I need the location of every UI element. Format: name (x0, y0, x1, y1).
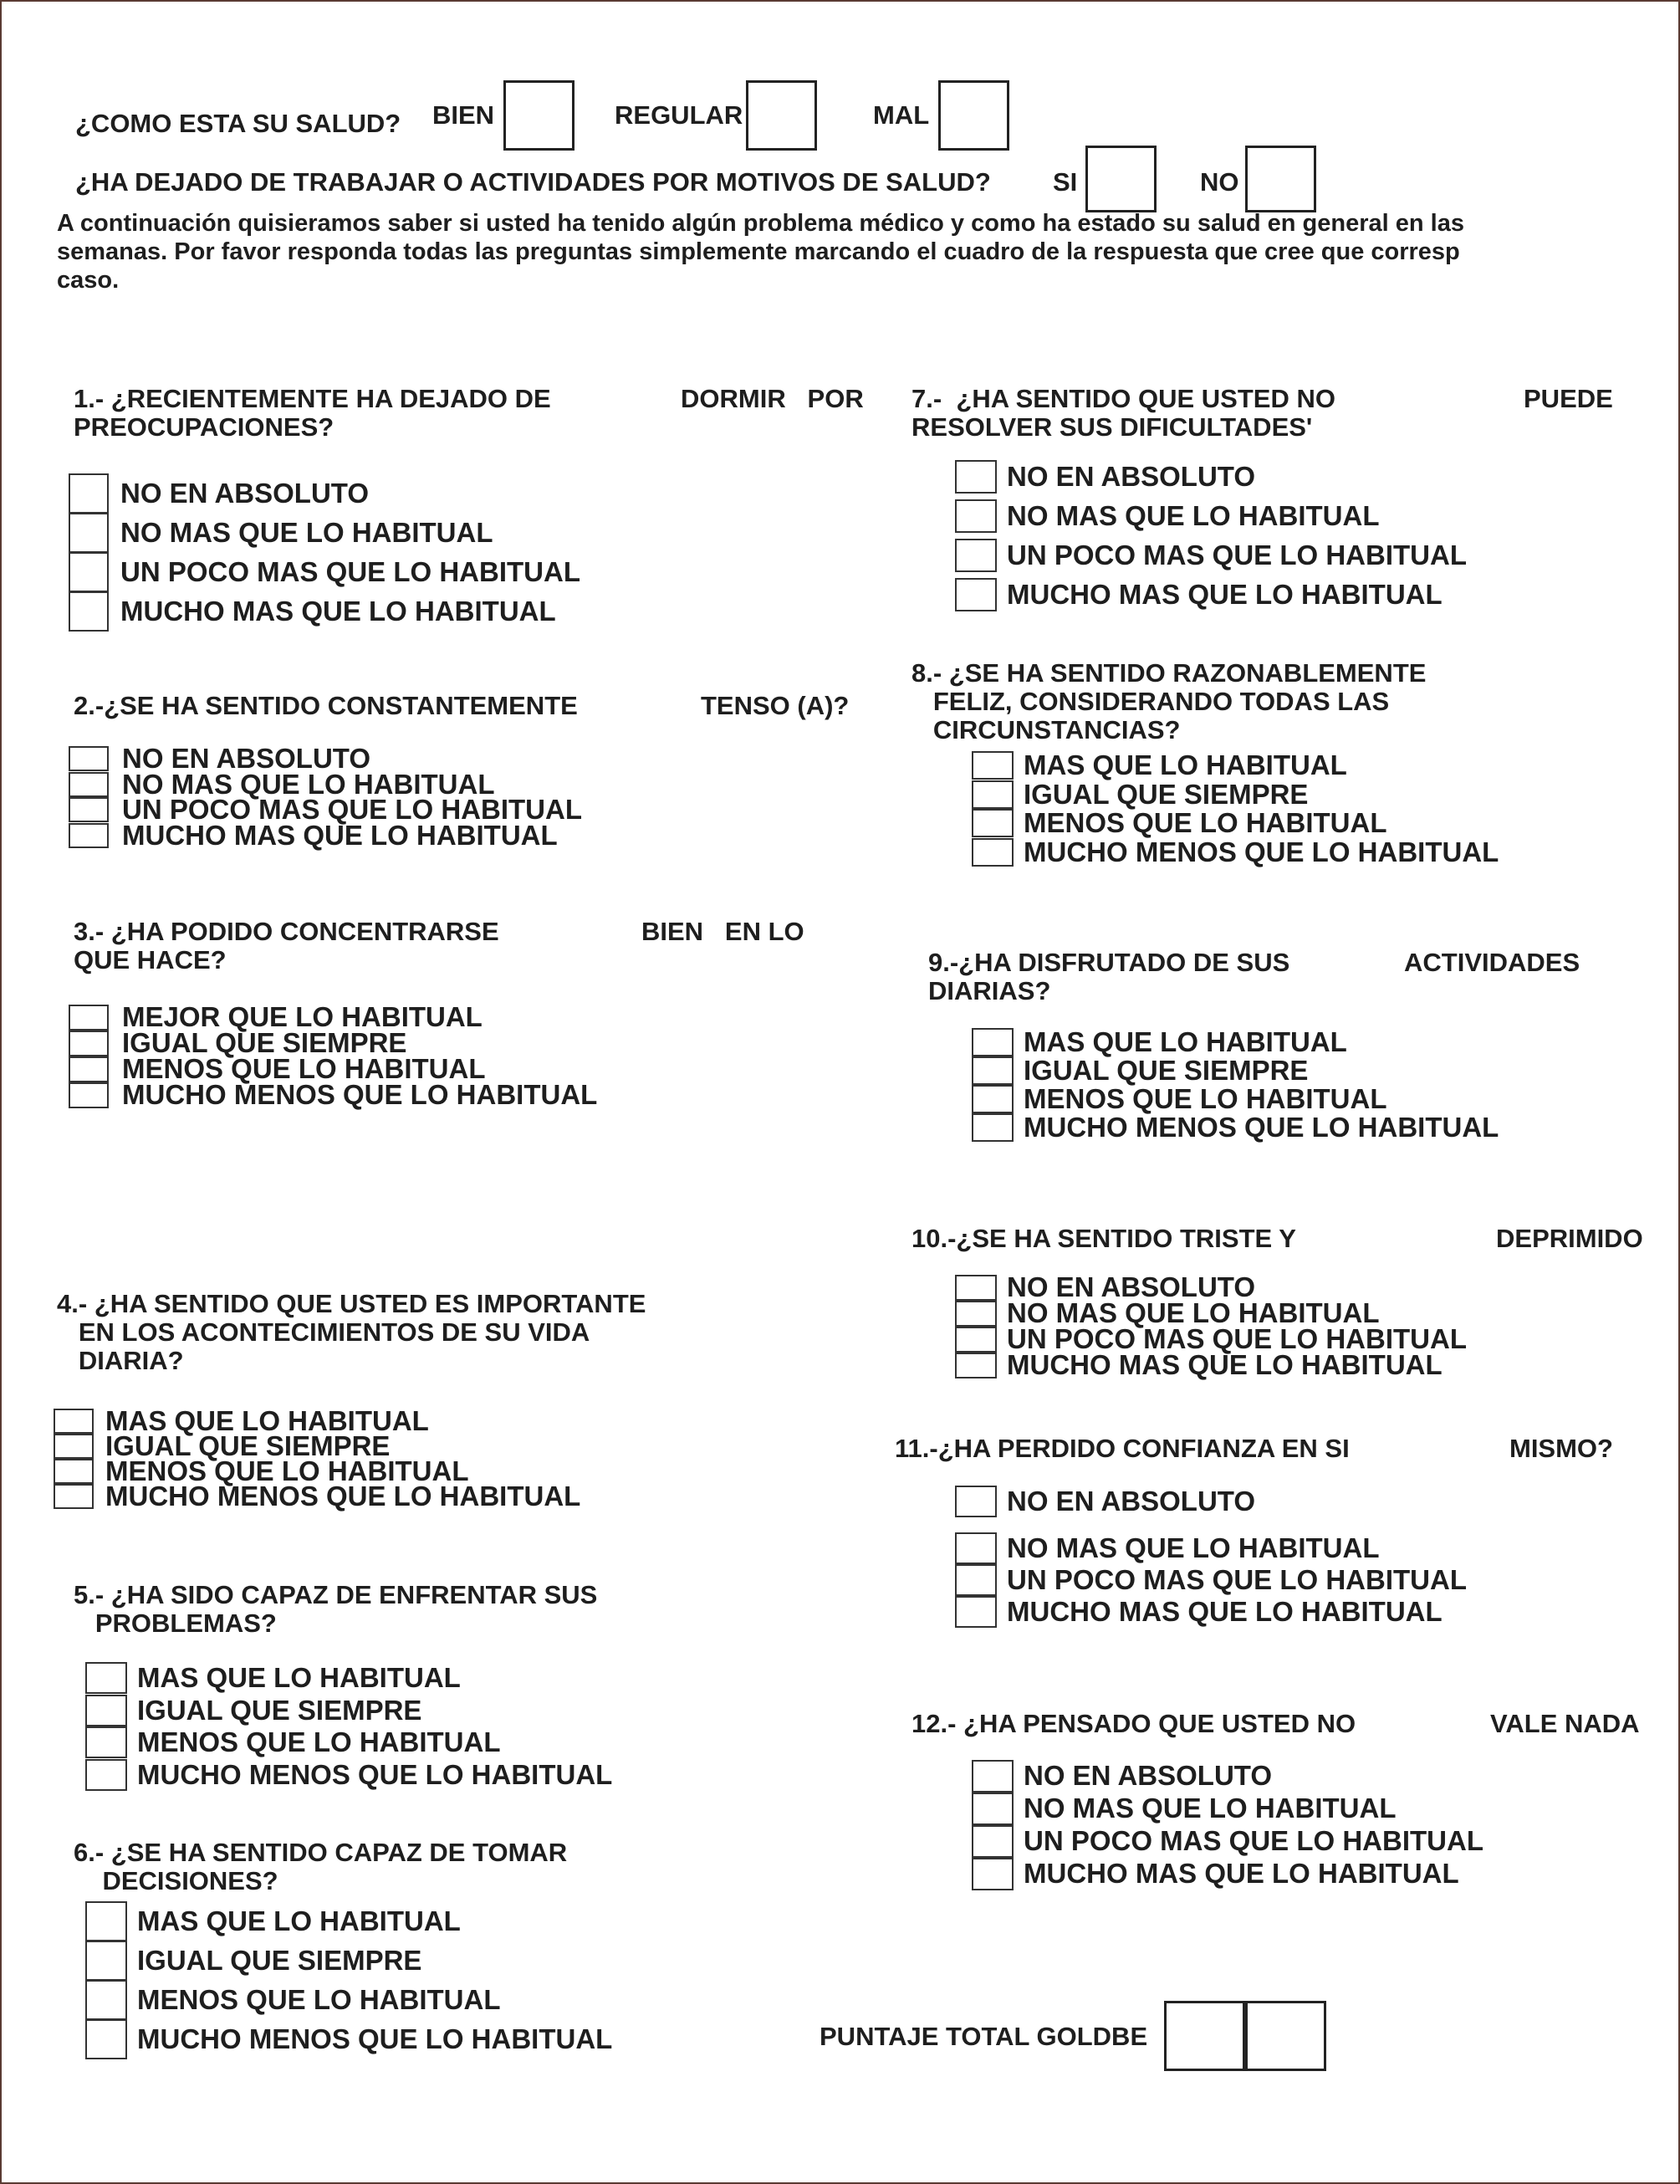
question-10-option-3-checkbox[interactable] (955, 1327, 997, 1353)
bien-checkbox[interactable] (503, 80, 574, 151)
question-5-option-4-checkbox[interactable] (85, 1759, 127, 1791)
question-7-option-2-checkbox[interactable] (955, 499, 997, 533)
question-8-text: 8.- ¿SE HA SENTIDO RAZONABLEMENTE FELIZ, CONSIDERANDO TODAS LAS CIRCUNSTANCIAS? (911, 658, 1427, 744)
question-1-tail: DORMIR POR (681, 384, 864, 413)
question-10-option-3-label: UN POCO MAS QUE LO HABITUAL (1007, 1323, 1467, 1354)
question-8-option-3-checkbox[interactable] (972, 809, 1014, 837)
question-10-option-4-checkbox[interactable] (955, 1353, 997, 1378)
question-6-option-4-label: MUCHO MENOS QUE LO HABITUAL (137, 2023, 613, 2054)
question-5-text: 5.- ¿HA SIDO CAPAZ DE ENFRENTAR SUS PROBLEMAS? (74, 1580, 598, 1638)
question-8-option-1-checkbox[interactable] (972, 751, 1014, 780)
question-7-text: 7.- ¿HA SENTIDO QUE USTED NO RESOLVER SUS DIFICULTADES' (911, 384, 1335, 442)
question-4-option-2-checkbox[interactable] (54, 1434, 94, 1459)
question-1-option-3-label: UN POCO MAS QUE LO HABITUAL (120, 556, 580, 587)
question-2-option-3-label: UN POCO MAS QUE LO HABITUAL (122, 794, 582, 825)
question-11-option-2-checkbox[interactable] (955, 1532, 997, 1564)
work-question: ¿HA DEJADO DE TRABAJAR O ACTIVIDADES POR MOTIVOS DE SALUD? (75, 167, 991, 197)
si-label: SI (1053, 167, 1078, 197)
question-3-option-3-checkbox[interactable] (69, 1056, 109, 1082)
question-6-option-4-checkbox[interactable] (85, 2019, 127, 2059)
question-10-option-4-label: MUCHO MAS QUE LO HABITUAL (1007, 1349, 1443, 1380)
question-10-option-2-checkbox[interactable] (955, 1301, 997, 1327)
question-10-tail: DEPRIMIDO (1496, 1224, 1643, 1253)
question-3-option-3-label: MENOS QUE LO HABITUAL (122, 1053, 486, 1084)
regular-label: REGULAR (615, 100, 743, 130)
question-4-option-1-label: MAS QUE LO HABITUAL (105, 1405, 429, 1436)
question-7-option-1-checkbox[interactable] (955, 460, 997, 494)
intro-line: caso. (57, 267, 120, 294)
bien-label: BIEN (432, 100, 495, 130)
question-5-option-2-checkbox[interactable] (85, 1695, 127, 1726)
question-11-option-2-label: NO MAS QUE LO HABITUAL (1007, 1532, 1380, 1563)
question-2-option-2-label: NO MAS QUE LO HABITUAL (122, 768, 495, 800)
question-11-text: 11.-¿HA PERDIDO CONFIANZA EN SI (895, 1434, 1350, 1463)
question-11-tail: MISMO? (1509, 1434, 1613, 1463)
question-1-option-4-checkbox[interactable] (69, 591, 109, 632)
question-3-option-4-label: MUCHO MENOS QUE LO HABITUAL (122, 1079, 598, 1110)
question-2-option-1-label: NO EN ABSOLUTO (122, 743, 371, 774)
question-9-option-2-checkbox[interactable] (972, 1056, 1014, 1085)
question-7-option-4-checkbox[interactable] (955, 578, 997, 611)
question-8-option-2-checkbox[interactable] (972, 780, 1014, 809)
question-6-option-2-label: IGUAL QUE SIEMPRE (137, 1945, 422, 1976)
question-9-tail: ACTIVIDADES (1404, 948, 1580, 977)
question-4-option-4-label: MUCHO MENOS QUE LO HABITUAL (105, 1481, 581, 1511)
question-4-option-4-checkbox[interactable] (54, 1484, 94, 1509)
question-11-option-1-checkbox[interactable] (955, 1486, 997, 1517)
question-4-option-2-label: IGUAL QUE SIEMPRE (105, 1430, 391, 1461)
question-7-option-1-label: NO EN ABSOLUTO (1007, 461, 1256, 492)
health-question: ¿COMO ESTA SU SALUD? (75, 109, 401, 138)
question-3-option-2-checkbox[interactable] (69, 1031, 109, 1056)
question-7-option-4-label: MUCHO MAS QUE LO HABITUAL (1007, 579, 1443, 610)
question-3-text: 3.- ¿HA PODIDO CONCENTRARSE QUE HACE? (74, 917, 499, 974)
question-1-option-1-checkbox[interactable] (69, 473, 109, 514)
question-5-option-2-label: IGUAL QUE SIEMPRE (137, 1694, 422, 1726)
question-9-option-3-label: MENOS QUE LO HABITUAL (1024, 1083, 1387, 1114)
question-8-option-2-label: IGUAL QUE SIEMPRE (1024, 778, 1309, 810)
question-12-option-3-checkbox[interactable] (972, 1825, 1014, 1858)
total-score-box-1[interactable] (1164, 2001, 1245, 2071)
question-4-option-1-checkbox[interactable] (54, 1409, 94, 1434)
question-2-option-4-label: MUCHO MAS QUE LO HABITUAL (122, 819, 558, 851)
question-12-option-1-label: NO EN ABSOLUTO (1024, 1760, 1273, 1791)
question-2-option-4-checkbox[interactable] (69, 823, 109, 848)
si-checkbox[interactable] (1085, 146, 1157, 212)
question-5-option-3-label: MENOS QUE LO HABITUAL (137, 1726, 501, 1757)
question-1-text: 1.- ¿RECIENTEMENTE HA DEJADO DE PREOCUPACIONES? (74, 384, 551, 442)
question-1-option-2-label: NO MAS QUE LO HABITUAL (120, 517, 493, 548)
question-9-option-1-checkbox[interactable] (972, 1028, 1014, 1056)
question-12-text: 12.- ¿HA PENSADO QUE USTED NO (911, 1709, 1356, 1738)
question-7-option-2-label: NO MAS QUE LO HABITUAL (1007, 500, 1380, 531)
question-5-option-1-label: MAS QUE LO HABITUAL (137, 1662, 461, 1693)
question-10-text: 10.-¿SE HA SENTIDO TRISTE Y (911, 1224, 1296, 1253)
question-2-option-2-checkbox[interactable] (69, 772, 109, 797)
question-9-text: 9.-¿HA DISFRUTADO DE SUS DIARIAS? (928, 948, 1290, 1005)
question-12-option-4-checkbox[interactable] (972, 1858, 1014, 1890)
question-6-text: 6.- ¿SE HA SENTIDO CAPAZ DE TOMAR DECISIONES? (74, 1838, 568, 1895)
question-9-option-4-checkbox[interactable] (972, 1113, 1014, 1142)
question-8-option-4-label: MUCHO MENOS QUE LO HABITUAL (1024, 836, 1499, 867)
total-score-label: PUNTAJE TOTAL GOLDBE (820, 2022, 1148, 2051)
question-3-option-2-label: IGUAL QUE SIEMPRE (122, 1027, 407, 1058)
question-9-option-4-label: MUCHO MENOS QUE LO HABITUAL (1024, 1112, 1499, 1143)
question-11-option-1-label: NO EN ABSOLUTO (1007, 1486, 1256, 1517)
question-4-option-3-checkbox[interactable] (54, 1459, 94, 1484)
mal-label: MAL (873, 100, 930, 130)
question-10-option-1-checkbox[interactable] (955, 1275, 997, 1301)
question-3-option-1-label: MEJOR QUE LO HABITUAL (122, 1001, 483, 1032)
intro-paragraph (57, 209, 1464, 294)
question-1-option-4-label: MUCHO MAS QUE LO HABITUAL (120, 596, 556, 627)
question-8-option-4-checkbox[interactable] (972, 838, 1014, 867)
question-10-option-1-label: NO EN ABSOLUTO (1007, 1271, 1256, 1302)
question-7-option-3-label: UN POCO MAS QUE LO HABITUAL (1007, 540, 1467, 570)
question-5-option-1-checkbox[interactable] (85, 1662, 127, 1694)
intro-line: A continuación quisieramos saber si usted ha tenido algún problema médico y como ha estado su salud en general en las (57, 210, 1464, 237)
question-3-option-1-checkbox[interactable] (69, 1005, 109, 1031)
question-3-option-4-checkbox[interactable] (69, 1082, 109, 1108)
question-2-tail: TENSO (A)? (701, 691, 850, 720)
question-6-option-1-checkbox[interactable] (85, 1901, 127, 1941)
question-4-option-3-label: MENOS QUE LO HABITUAL (105, 1455, 469, 1486)
question-6-option-3-label: MENOS QUE LO HABITUAL (137, 1984, 501, 2015)
question-4-text: 4.- ¿HA SENTIDO QUE USTED ES IMPORTANTE EN LOS ACONTECIMIENTOS DE SU VIDA DIARIA? (57, 1289, 646, 1375)
question-7-tail: PUEDE (1524, 384, 1613, 413)
question-5-option-4-label: MUCHO MENOS QUE LO HABITUAL (137, 1758, 613, 1790)
no-label: NO (1200, 167, 1239, 197)
question-9-option-3-checkbox[interactable] (972, 1085, 1014, 1113)
question-1-option-3-checkbox[interactable] (69, 552, 109, 592)
question-1-option-2-checkbox[interactable] (69, 513, 109, 553)
question-2-text: 2.-¿SE HA SENTIDO CONSTANTEMENTE (74, 691, 578, 720)
question-2-option-1-checkbox[interactable] (69, 746, 109, 771)
question-6-option-1-label: MAS QUE LO HABITUAL (137, 1905, 461, 1936)
intro-line: semanas. Por favor responda todas las preguntas simplemente marcando el cuadro de la respuesta que cree que corresp (57, 238, 1460, 265)
question-12-option-2-label: NO MAS QUE LO HABITUAL (1024, 1793, 1397, 1823)
question-11-option-4-checkbox[interactable] (955, 1596, 997, 1628)
question-8-option-1-label: MAS QUE LO HABITUAL (1024, 749, 1347, 780)
question-9-option-2-label: IGUAL QUE SIEMPRE (1024, 1055, 1309, 1086)
no-checkbox[interactable] (1245, 146, 1316, 212)
question-3-tail: BIEN EN LO (641, 917, 804, 946)
regular-checkbox[interactable] (746, 80, 817, 151)
question-12-option-3-label: UN POCO MAS QUE LO HABITUAL (1024, 1825, 1483, 1856)
question-6-option-2-checkbox[interactable] (85, 1941, 127, 1981)
question-12-tail: VALE NADA (1490, 1709, 1640, 1738)
question-12-option-4-label: MUCHO MAS QUE LO HABITUAL (1024, 1858, 1459, 1889)
question-7-option-3-checkbox[interactable] (955, 539, 997, 572)
question-12-option-1-checkbox[interactable] (972, 1760, 1014, 1793)
question-10-option-2-label: NO MAS QUE LO HABITUAL (1007, 1297, 1380, 1328)
question-5-option-3-checkbox[interactable] (85, 1726, 127, 1758)
question-1-option-1-label: NO EN ABSOLUTO (120, 478, 370, 509)
question-2-option-3-checkbox[interactable] (69, 797, 109, 822)
question-9-option-1-label: MAS QUE LO HABITUAL (1024, 1026, 1347, 1057)
total-score-box-2[interactable] (1245, 2001, 1326, 2071)
question-11-option-3-label: UN POCO MAS QUE LO HABITUAL (1007, 1564, 1467, 1595)
question-11-option-3-checkbox[interactable] (955, 1564, 997, 1596)
question-12-option-2-checkbox[interactable] (972, 1793, 1014, 1825)
question-8-option-3-label: MENOS QUE LO HABITUAL (1024, 807, 1387, 838)
mal-checkbox[interactable] (938, 80, 1009, 151)
question-11-option-4-label: MUCHO MAS QUE LO HABITUAL (1007, 1596, 1443, 1627)
question-6-option-3-checkbox[interactable] (85, 1980, 127, 2020)
